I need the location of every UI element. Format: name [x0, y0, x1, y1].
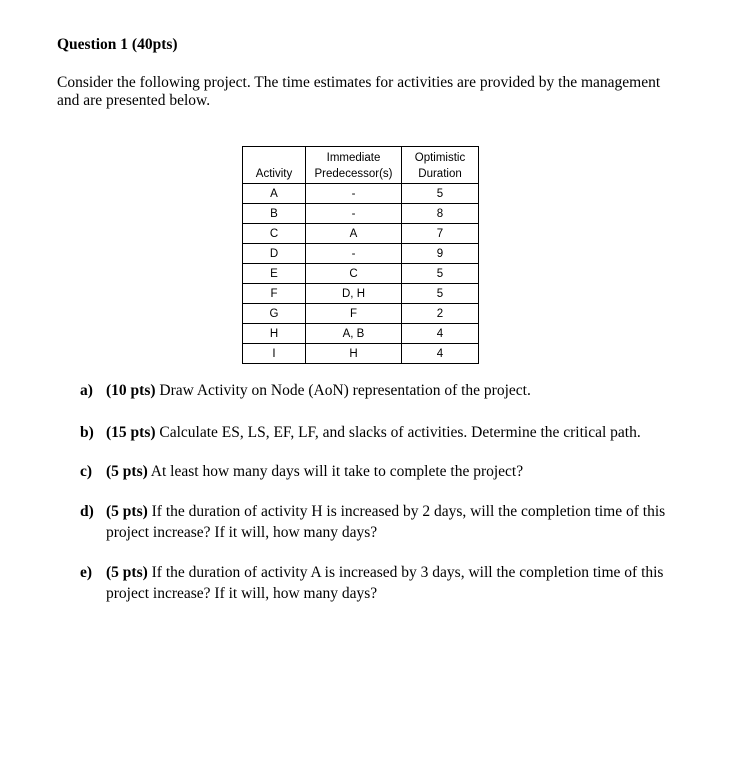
- cell-activity: D: [243, 244, 306, 264]
- cell-activity: E: [243, 264, 306, 284]
- cell-predecessors: -: [306, 184, 402, 204]
- table-row: [243, 184, 479, 204]
- table-row: [243, 204, 479, 224]
- cell-activity: F: [243, 284, 306, 304]
- cell-duration: 5: [402, 284, 479, 304]
- part-text: Draw Activity on Node (AoN) representation of the project.: [159, 382, 531, 399]
- cell-activity: G: [243, 304, 306, 324]
- activity-table: [242, 146, 479, 364]
- question-part-a: [80, 380, 670, 401]
- cell-predecessors: D, H: [306, 284, 402, 304]
- part-letter: d): [80, 503, 94, 520]
- header-duration-line2: Duration: [418, 168, 462, 180]
- cell-activity: H: [243, 324, 306, 344]
- cell-predecessors: A: [306, 224, 402, 244]
- cell-duration: 4: [402, 344, 479, 364]
- question-part-e: [80, 562, 670, 604]
- cell-predecessors: C: [306, 264, 402, 284]
- part-points: (10 pts): [106, 382, 156, 399]
- cell-duration: 8: [402, 204, 479, 224]
- cell-activity: C: [243, 224, 306, 244]
- cell-predecessors: A, B: [306, 324, 402, 344]
- header-predecessors-line2: Predecessor(s): [314, 168, 393, 180]
- question-intro: Consider the following project. The time estimates for activities are provided by the management and are presented below.: [57, 74, 661, 109]
- part-text: At least how many days will it take to complete the project?: [150, 463, 524, 480]
- question-title: Question 1 (40pts): [57, 36, 178, 53]
- cell-duration: 7: [402, 224, 479, 244]
- cell-duration: 2: [402, 304, 479, 324]
- table-header-row: [243, 147, 479, 184]
- table-row: [243, 304, 479, 324]
- table-row: [243, 264, 479, 284]
- question-part-b: [80, 422, 670, 443]
- question-parts-list: [80, 380, 670, 604]
- cell-duration: 5: [402, 264, 479, 284]
- part-text: Calculate ES, LS, EF, LF, and slacks of activities. Determine the critical path.: [159, 424, 641, 441]
- cell-duration: 9: [402, 244, 479, 264]
- header-duration-line1: Optimistic: [414, 152, 466, 164]
- table-row: [243, 284, 479, 304]
- part-points: (5 pts): [106, 503, 148, 520]
- part-letter: b): [80, 424, 94, 441]
- table-row: [243, 244, 479, 264]
- part-text: If the duration of activity A is increased by 3 days, will the completion time of this project increase? If it will, how many days?: [106, 564, 664, 602]
- part-points: (5 pts): [106, 564, 148, 581]
- part-letter: a): [80, 382, 93, 399]
- cell-duration: 4: [402, 324, 479, 344]
- header-predecessors: [306, 147, 402, 184]
- part-letter: c): [80, 463, 93, 480]
- question-part-d: [80, 501, 670, 543]
- part-points: (5 pts): [106, 463, 148, 480]
- header-duration: [402, 147, 479, 184]
- cell-activity: I: [243, 344, 306, 364]
- cell-predecessors: -: [306, 244, 402, 264]
- cell-predecessors: -: [306, 204, 402, 224]
- cell-activity: A: [243, 184, 306, 204]
- header-activity-label: Activity: [255, 168, 293, 180]
- part-letter: e): [80, 564, 93, 581]
- cell-predecessors: H: [306, 344, 402, 364]
- header-predecessors-line1: Immediate: [326, 152, 381, 164]
- table-row: [243, 344, 479, 364]
- cell-duration: 5: [402, 184, 479, 204]
- question-part-c: [80, 461, 670, 482]
- part-points: (15 pts): [106, 424, 156, 441]
- header-activity: [243, 147, 306, 184]
- cell-predecessors: F: [306, 304, 402, 324]
- cell-activity: B: [243, 204, 306, 224]
- table-row: [243, 224, 479, 244]
- part-text: If the duration of activity H is increased by 2 days, will the completion time of this project increase? If it will, how many days?: [106, 503, 666, 541]
- table-row: [243, 324, 479, 344]
